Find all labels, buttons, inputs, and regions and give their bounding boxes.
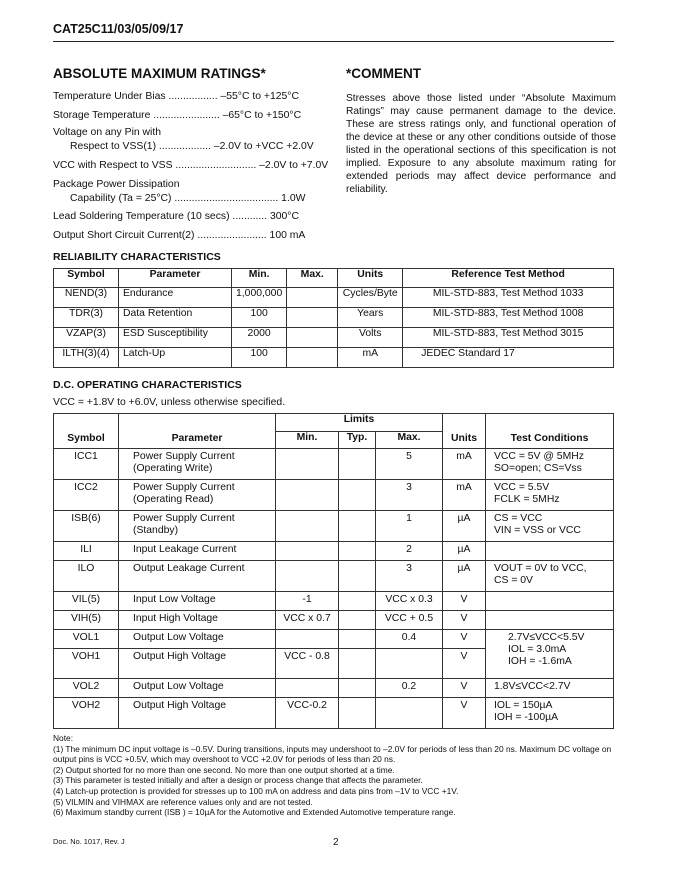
dc-units-cell: V — [443, 592, 486, 611]
dc-units-cell: µA — [443, 561, 486, 592]
dc-condition-cell — [486, 542, 614, 561]
table-row — [54, 449, 614, 480]
cell: ESD Susceptibility — [119, 328, 232, 348]
amr-row: Temperature Under Bias ................. –55°C to +125°C — [53, 91, 299, 102]
table-row — [54, 348, 614, 368]
col-limits: Limits — [276, 414, 443, 432]
dc-typ-cell — [339, 630, 376, 649]
note-item: (2) Output shorted for no more than one second. No more than one output shorted at a time. — [53, 764, 395, 775]
dc-condition-cell: IOL = 150µA IOH = -100µA — [486, 698, 614, 729]
dc-condition-cell — [486, 611, 614, 630]
amr-row: Voltage on any Pin with — [53, 127, 162, 138]
dc-min-cell — [276, 630, 339, 649]
dc-typ-cell — [339, 480, 376, 511]
cell: mA — [338, 348, 403, 368]
cell: ILTH(3)(4) — [54, 348, 119, 368]
cell: Years — [338, 308, 403, 328]
table-row — [54, 328, 614, 348]
dc-units-cell: mA — [443, 480, 486, 511]
table-row — [54, 611, 614, 630]
dc-max-cell: 0.2 — [376, 679, 443, 698]
dc-max-cell: 5 — [376, 449, 443, 480]
dc-symbol-cell: VOL2 — [54, 679, 119, 698]
amr-row: VCC with Respect to VSS ............................ –2.0V to +7.0V — [53, 160, 329, 171]
col-max: Max. — [287, 269, 338, 288]
dc-units-cell: V — [443, 679, 486, 698]
dc-symbol-cell: ICC2 — [54, 480, 119, 511]
amr-row: Storage Temperature ....................... –65°C to +150°C — [53, 110, 302, 121]
dc-parameter-cell: Input Leakage Current — [119, 542, 276, 561]
table-row — [54, 480, 614, 511]
col-test-conditions: Test Conditions — [486, 414, 614, 449]
reliability-header-row — [54, 269, 614, 288]
table-row — [54, 542, 614, 561]
amr-row: Lead Soldering Temperature (10 secs) ............ 300°C — [53, 211, 299, 222]
dc-typ-cell — [339, 611, 376, 630]
dc-max-cell: VCC + 0.5 — [376, 611, 443, 630]
cell: MIL-STD-883, Test Method 1008 — [403, 308, 614, 328]
cell: Latch-Up — [119, 348, 232, 368]
dc-symbol-cell: VOH1 — [54, 649, 119, 679]
footer-page-number: 2 — [333, 837, 339, 848]
dc-parameter-cell: Power Supply Current (Operating Write) — [119, 449, 276, 480]
dc-typ-cell — [339, 542, 376, 561]
cell: NEND(3) — [54, 288, 119, 308]
cell: VZAP(3) — [54, 328, 119, 348]
dc-symbol-cell: VOL1 — [54, 630, 119, 649]
table-row — [54, 308, 614, 328]
amr-row: Package Power Dissipation — [53, 179, 180, 190]
cell: MIL-STD-883, Test Method 3015 — [403, 328, 614, 348]
dc-min-cell — [276, 679, 339, 698]
col-symbol: Symbol — [54, 414, 119, 449]
dc-condition-cell — [486, 592, 614, 611]
dc-max-cell — [376, 698, 443, 729]
cell: JEDEC Standard 17 — [403, 348, 614, 368]
table-row — [54, 511, 614, 542]
amr-row: Capability (Ta = 25°C) .................................... 1.0W — [70, 193, 306, 204]
dc-min-cell — [276, 511, 339, 542]
dc-units-cell: mA — [443, 449, 486, 480]
dc-parameter-cell: Output High Voltage — [119, 698, 276, 729]
dc-typ-cell — [339, 561, 376, 592]
notes-block — [53, 733, 618, 818]
dc-symbol-cell: ICC1 — [54, 449, 119, 480]
comment-text: Stresses above those listed under “Absolute Maximum Ratings” may cause permanent damage to the device. These are stress ratings only, and functional operation of the device at these or any other conditions outside of those listed in the operational sections of this specification is not implied. Exposure to any absolute maximum rating for extended periods may affect device performance and reliability. — [346, 93, 616, 195]
reliability-title: RELIABILITY CHARACTERISTICS — [53, 251, 221, 263]
dc-min-cell — [276, 449, 339, 480]
table-row — [54, 679, 614, 698]
dc-parameter-cell: Output Low Voltage — [119, 630, 276, 649]
note-item: (5) VILMIN and VIHMAX are reference values only and are not tested. — [53, 796, 313, 807]
dc-parameter-cell: Power Supply Current (Operating Read) — [119, 480, 276, 511]
cell: 100 — [232, 348, 287, 368]
table-row — [54, 592, 614, 611]
dc-typ-cell — [339, 679, 376, 698]
dc-subtitle: VCC = +1.8V to +6.0V, unless otherwise specified. — [53, 397, 286, 408]
document-header-title: CAT25C11/03/05/09/17 — [53, 22, 184, 36]
dc-condition-cell: 2.7V≤VCC<5.5V IOL = 3.0mA IOH = -1.6mA — [486, 630, 614, 679]
table-row — [54, 288, 614, 308]
dc-max-cell: 2 — [376, 542, 443, 561]
dc-condition-cell: VOUT = 0V to VCC, CS = 0V — [486, 561, 614, 592]
cell: 2000 — [232, 328, 287, 348]
col-typ: Typ. — [339, 432, 376, 449]
footer-doc-number: Doc. No. 1017, Rev. J — [53, 837, 125, 846]
col-symbol: Symbol — [54, 269, 119, 288]
col-method: Reference Test Method — [403, 269, 614, 288]
notes-label: Note: — [53, 733, 74, 743]
dc-condition-cell: VCC = 5V @ 5MHz SO=open; CS=Vss — [486, 449, 614, 480]
dc-header-row — [54, 414, 614, 432]
cell: MIL-STD-883, Test Method 1033 — [403, 288, 614, 308]
cell — [287, 348, 338, 368]
dc-min-cell — [276, 480, 339, 511]
table-row — [54, 630, 614, 649]
dc-table — [53, 413, 614, 729]
dc-max-cell: 3 — [376, 561, 443, 592]
cell — [287, 308, 338, 328]
dc-symbol-cell: ILO — [54, 561, 119, 592]
note-item: (3) This parameter is tested initially and after a design or process change that affects the parameter. — [53, 775, 423, 786]
dc-parameter-cell: Input High Voltage — [119, 611, 276, 630]
dc-condition-cell: 1.8V≤VCC<2.7V — [486, 679, 614, 698]
amr-title: ABSOLUTE MAXIMUM RATINGS* — [53, 66, 266, 81]
amr-row: Respect to VSS(1) .................. –2.0V to +VCC +2.0V — [70, 141, 314, 152]
dc-condition-cell: VCC = 5.5V FCLK = 5MHz — [486, 480, 614, 511]
dc-max-cell — [376, 649, 443, 679]
dc-typ-cell — [339, 449, 376, 480]
cell: Cycles/Byte — [338, 288, 403, 308]
header-rule — [53, 41, 614, 42]
dc-units-cell: V — [443, 630, 486, 649]
dc-max-cell: 3 — [376, 480, 443, 511]
dc-min-cell: VCC - 0.8 — [276, 649, 339, 679]
table-row — [54, 698, 614, 729]
dc-max-cell: 1 — [376, 511, 443, 542]
note-item: (1) The minimum DC input voltage is –0.5V. During transitions, inputs may undershoot to –2.0V for periods of less than 20 ns. Maximum DC voltage on output pins is VCC +0.5V, which may overshoot to VCC +2.0V for periods of less than 20 ns. — [53, 743, 612, 765]
dc-parameter-cell: Power Supply Current (Standby) — [119, 511, 276, 542]
dc-parameter-cell: Input Low Voltage — [119, 592, 276, 611]
dc-symbol-cell: ILI — [54, 542, 119, 561]
dc-typ-cell — [339, 649, 376, 679]
dc-min-cell: VCC-0.2 — [276, 698, 339, 729]
dc-parameter-cell: Output Low Voltage — [119, 679, 276, 698]
dc-body — [54, 449, 614, 729]
cell: 1,000,000 — [232, 288, 287, 308]
cell: Data Retention — [119, 308, 232, 328]
dc-max-cell: 0.4 — [376, 630, 443, 649]
cell: TDR(3) — [54, 308, 119, 328]
col-parameter: Parameter — [119, 269, 232, 288]
col-parameter: Parameter — [119, 414, 276, 449]
dc-typ-cell — [339, 511, 376, 542]
amr-row: Output Short Circuit Current(2) ........................ 100 mA — [53, 230, 306, 241]
dc-symbol-cell: VIH(5) — [54, 611, 119, 630]
col-units: Units — [443, 414, 486, 449]
dc-units-cell: V — [443, 649, 486, 679]
dc-condition-cell: CS = VCC VIN = VSS or VCC — [486, 511, 614, 542]
dc-typ-cell — [339, 698, 376, 729]
dc-units-cell: V — [443, 611, 486, 630]
dc-symbol-cell: VOH2 — [54, 698, 119, 729]
dc-units-cell: µA — [443, 542, 486, 561]
dc-min-cell: VCC x 0.7 — [276, 611, 339, 630]
col-max: Max. — [376, 432, 443, 449]
cell: Volts — [338, 328, 403, 348]
dc-symbol-cell: VIL(5) — [54, 592, 119, 611]
col-min: Min. — [276, 432, 339, 449]
dc-parameter-cell: Output High Voltage — [119, 649, 276, 679]
dc-parameter-cell: Output Leakage Current — [119, 561, 276, 592]
cell — [287, 328, 338, 348]
note-item: (6) Maximum standby current (ISB ) = 10µA for the Automotive and Extended Automotive temperature range. — [53, 807, 456, 818]
cell — [287, 288, 338, 308]
dc-typ-cell — [339, 592, 376, 611]
dc-units-cell: V — [443, 698, 486, 729]
table-row — [54, 561, 614, 592]
dc-units-cell: µA — [443, 511, 486, 542]
comment-title: *COMMENT — [346, 66, 421, 81]
note-item: (4) Latch-up protection is provided for stresses up to 100 mA on address and data pins from –1V to VCC +1V. — [53, 785, 459, 796]
reliability-table — [53, 268, 614, 368]
col-units: Units — [338, 269, 403, 288]
dc-min-cell — [276, 542, 339, 561]
cell: 100 — [232, 308, 287, 328]
dc-symbol-cell: ISB(6) — [54, 511, 119, 542]
dc-min-cell — [276, 561, 339, 592]
cell: Endurance — [119, 288, 232, 308]
dc-min-cell: -1 — [276, 592, 339, 611]
col-min: Min. — [232, 269, 287, 288]
dc-max-cell: VCC x 0.3 — [376, 592, 443, 611]
dc-title: D.C. OPERATING CHARACTERISTICS — [53, 379, 242, 391]
